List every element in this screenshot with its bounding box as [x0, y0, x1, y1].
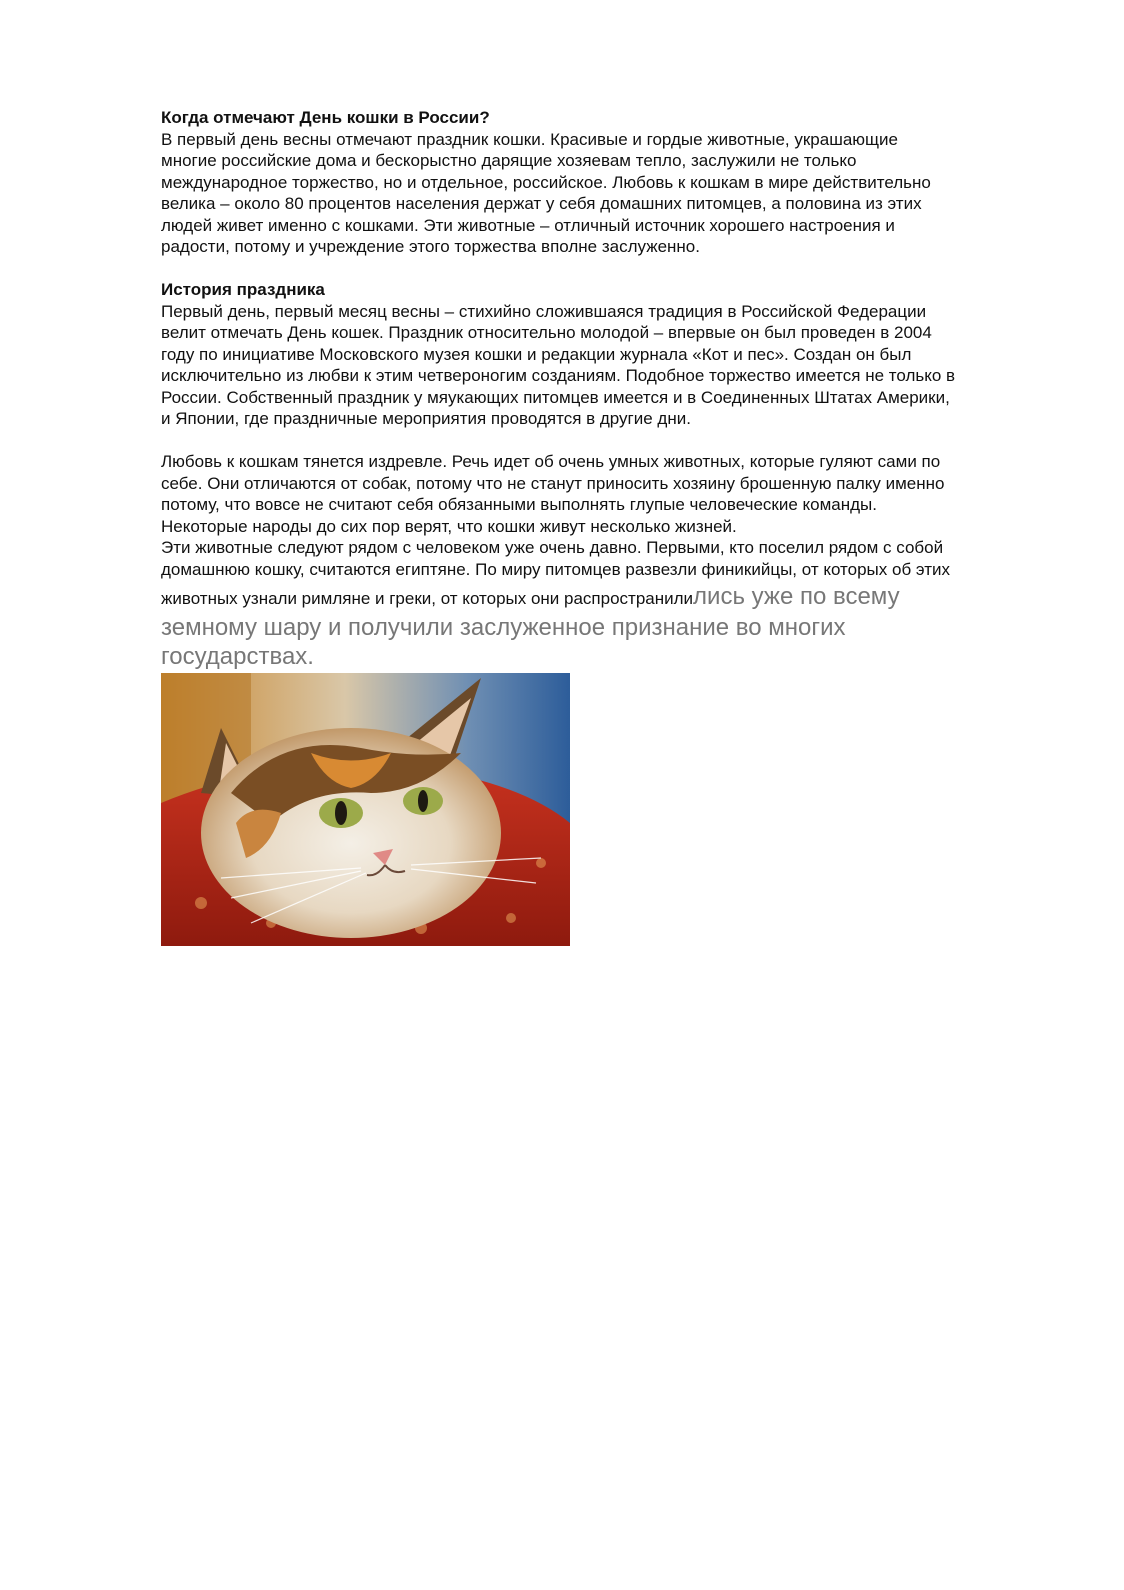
- large-text-line: земному шару и получили заслуженное признание во многих: [161, 614, 846, 641]
- text-line: людей живет именно с кошками. Эти животные – отличный источник хорошего настроения и: [161, 215, 895, 235]
- text-line: многие российские дома и бескорыстно дарящие хозяевам тепло, заслужили не только: [161, 151, 857, 170]
- text-fragment: животных узнали римляне и греки, от которых они распространили: [161, 589, 694, 608]
- text-line: международное торжество, но и отдельное, российское. Любовь к кошкам в мире действительно: [161, 172, 931, 192]
- cat-illustration: [161, 673, 570, 946]
- text-line: В первый день весны отмечают праздник кошки. Красивые и гордые животные, украшающие: [161, 129, 898, 149]
- paragraph-history: [161, 301, 1051, 430]
- text-line: велит отмечать День кошек. Праздник относительно молодой – впервые он был проведен в 2004: [161, 323, 932, 342]
- text-line: Первый день, первый месяц весны – стихийно сложившаяся традиция в Российской Федерации: [161, 301, 927, 321]
- text-line: велика – около 80 процентов населения держат у себя домашних питомцев, а половина из этих: [161, 194, 922, 213]
- paragraph-gap: [161, 430, 1051, 452]
- article-body: [161, 107, 1051, 671]
- paragraph-love: [161, 451, 1051, 671]
- text-line: потому, что вовсе не считают себя обязанными выполнять глупые человеческие команды.: [161, 495, 878, 514]
- cat-pupil-left: [335, 801, 347, 825]
- text-line: радости, потому и учреждение этого торжества вполне заслуженно.: [161, 237, 700, 256]
- section-heading-when: Когда отмечают День кошки в России?: [161, 108, 490, 127]
- large-text-line: государствах.: [161, 643, 314, 670]
- large-text-fragment: лись уже по всему: [693, 583, 900, 610]
- cat-pupil-right: [418, 790, 428, 812]
- paragraph-gap: [161, 258, 1051, 280]
- text-line: Некоторые народы до сих пор верят, что кошки живут несколько жизней.: [161, 516, 737, 536]
- paragraph-when: [161, 129, 1051, 258]
- text-line: России. Собственный праздник у мяукающих питомцев имеется и в Соединенных Штатах Америки,: [161, 387, 950, 407]
- section-heading-history: История праздника: [161, 280, 325, 299]
- text-line: Любовь к кошкам тянется издревле. Речь идет об очень умных животных, которые гуляют сами по: [161, 452, 941, 471]
- text-line: Эти животные следуют рядом с человеком уже очень давно. Первыми, кто поселил рядом с собой: [161, 538, 944, 557]
- text-line: и Японии, где праздничные мероприятия проводятся в другие дни.: [161, 409, 691, 428]
- cat-photo: [161, 673, 570, 946]
- mixed-size-line: [161, 582, 1051, 613]
- text-line: исключительно из любви к этим четвероногим созданиям. Подобное торжество имеется не только в: [161, 366, 956, 385]
- text-line: домашнюю кошку, считаются египтяне. По миру питомцев развезли финикийцы, от которых об этих: [161, 559, 950, 579]
- text-line: году по инициативе Московского музея кошки и редакции журнала «Кот и пес». Создан он был: [161, 344, 912, 364]
- text-line: себе. Они отличаются от собак, потому что не станут приносить хозяину брошенную палку именно: [161, 473, 945, 493]
